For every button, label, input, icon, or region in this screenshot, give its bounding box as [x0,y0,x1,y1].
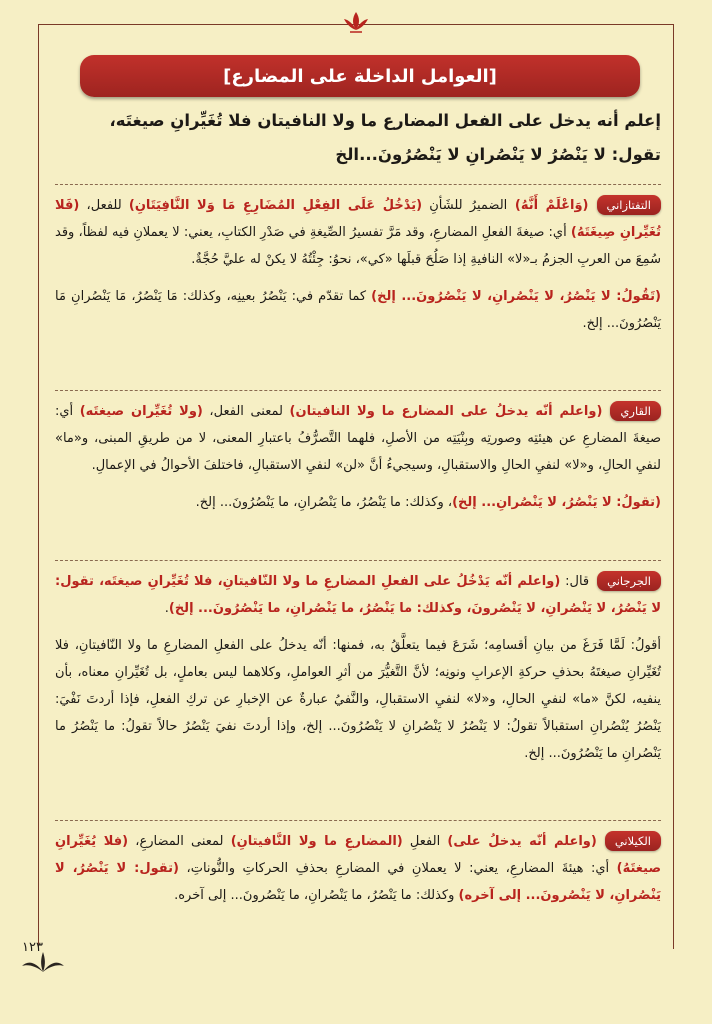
section-paragraph [55,398,661,479]
quoted-matn-text: (واعلم أنّه يدخلُ على) [447,834,597,849]
page-title: [العوامل الداخلة على المضارع] [223,65,497,87]
commentary-text: . [164,601,169,616]
quoted-matn-text: (المضارعِ ما ولا النَّافيتانِ) [230,834,403,849]
quoted-matn-text: (فلا يُغَيِّرانِ صيغتَهُ) [55,834,662,876]
section-paragraph [55,568,661,622]
leaf-ornament-icon [20,948,66,974]
intro-text: إعلم أنه يدخل على الفعل المضارع ما ولا النافيتان فلا تُغَيِّرانِ صيغتَه، تقول: لا يَنْصُرُ لا يَنْصُرانِ لا يَنْصُرُونَ...الخ [109,111,661,164]
section-body [55,192,661,337]
section-divider [55,184,661,185]
section-paragraph [55,632,661,767]
title-banner [80,55,640,97]
quoted-matn-text: (تَقُولُ: لا يَنْصُرُ، لا يَنْصُرانِ، لا يَنْصُرُونَ... إلخ) [371,289,661,304]
quoted-matn-text: (واعلم أنّه يدخلُ على المضارع ما ولا النافيتان) [289,404,603,419]
section-label: القاري [610,401,661,421]
section-jurjani [55,568,661,767]
commentary-text: قال: [560,574,590,589]
commentary-text: أي: صيغةَ المضارعِ عن هيئتِه وصورتِه وبِنْيَتِه من الأصلِ، فلهما التَّصرُّفُ باعتبارِ المعنى، لا من طريقِ المبنى، و«ما» لنفيِ الحالِ، و«لا» لنفيِ الحالِ والاستقبالِ، وسيجيءُ أنَّ «لن» لنفيِ الاستقبالِ، فاختلفَ الأحوالُ في الإعمالِ. [55,404,661,473]
commentary-text: وكذلك: ما يَنْصُرُ، ما يَنْصُرانِ، ما يَنْصُرونَ... إلى آخره. [174,888,459,903]
commentary-text: الفعلِ [402,834,448,849]
commentary-text: للفعل، [79,198,129,213]
section-divider [55,820,661,821]
commentary-text: الضميرُ للشَأنِ [422,198,508,213]
commentary-text: أي: هيئةَ المضارعِ، يعني: لا يعملانِ في المضارعِ بحذفِ الحركاتِ والنُّوناتِ، [178,861,617,876]
commentary-text: ، وكذلك: ما يَنْصُرُ، ما يَنْصُرانِ، ما يَنْصُرُونَ... إلخ. [195,495,453,510]
page-number: ١٢٣ [22,940,43,955]
quoted-matn-text: (يَدْخُلُ عَلَى الفِعْلِ المُضَارِعِ مَا وَلا النَّافِيَتَانِ) [128,198,423,213]
section-kilani [55,828,661,909]
commentary-text: أي: صيغةَ الفعلِ المضارعِ، وقد مَرَّ تفسيرُ الصِّيغةِ في صَدْرِ الكتابِ، يعني: لا يعملانِ فيه لفظاً، وقد سُمِعَ من العربِ الجزمُ بـ«لا» النافيةِ إذا صَلُحَ قبلَها «كي»، نحوُ: جِئْتُهُ لا يكنْ له عليَّ حُجَّةٌ. [55,225,661,267]
section-qari [55,398,661,516]
section-body [55,568,661,767]
quoted-matn-text: (وَاعْلَمْ أَنَّهُ) [507,198,589,213]
section-paragraph [55,192,661,273]
quoted-matn-text: (تقول: لا يَنْصُرُ، لا يَنْصُرانِ، لا يَنْصُرونَ... إلى آخره) [55,861,661,903]
section-divider [55,390,661,391]
commentary-text: لمعنى المضارعِ، [128,834,231,849]
commentary-text: كما تقدّم في: يَنْصُرُ بعينِه، وكذلك: مَا يَنْصُرُ، مَا يَنْصُرانِ مَا يَنْصُرُونَ... إلخ. [55,289,661,331]
section-body [55,398,661,516]
section-paragraph [55,283,661,337]
section-label: الجرجاني [597,571,661,591]
frame-left-line [38,24,39,949]
section-taftazani [55,192,661,337]
section-label: الكيلاني [605,831,661,851]
quoted-matn-text: (واعلم أنّه يَدْخُلُ على الفعلِ المضارعِ ما ولا النّافيتانِ، فلا تُغَيِّرانِ صيغتَه، تقول: لا يَنْصُرُ، لا يَنْصُرانِ، لا يَنْصُرونَ، وكذلك: ما يَنْصُرُ، ما يَنْصُرانِ، ما يَنْصُرُونَ... إلخ) [55,574,661,616]
section-body [55,828,661,909]
section-label: التفتازاني [597,195,662,215]
quoted-matn-text: (فَلا تُغَيِّرانِ صِيغَتَهُ) [55,198,662,240]
section-paragraph [55,828,661,909]
frame-right-line [673,24,674,949]
commentary-text: لمعنى الفعل، [202,404,290,419]
commentary-text: أقولُ: لَمَّا فَرَغَ من بيانِ أقسامِه؛ شَرَعَ فيما يتعلَّقُ به، فمنها: أنّه يدخلُ على الفعلِ المضارعِ ما ولا النّافيتانِ، فلا تُغَيِّرانِ صيغتَهُ بحذفِ حركةِ الإعرابِ ونونِه؛ لأنَّ التَّغيُّرَ من أثرِ العواملِ، وكلاهما ليس بعاملٍ، بل تُغَيِّرانِ معناه، بأن ينفيه، لكنَّ «ما» لنفيِ الحالِ، و«لا» لنفيِ الاستقبالِ، والنَّفيُ عبارةٌ عن الإخبارِ عن تركِ الفعلِ، فإذا أردتَ نَفْيَ: يَنْصُرُ يُنْصُرانِ استقبالاً تقولُ: لا يَنْصُرُ لا يَنْصُرانِ لا يَنْصُرُونَ... إلخ، وإذا أردتَ نفيَ يَنْصُرُ حالاً تقولُ: ما يَنْصُرُ ما يَنْصُرانِ ما يَنْصُرُونَ... إلخ. [55,638,661,761]
quoted-matn-text: (ولا تُغَيِّران صيغتَه) [79,404,203,419]
quoted-matn-text: (تقولُ: لا يَنْصُرُ، لا يَنْصُرانِ... إلخ) [452,495,661,510]
section-paragraph [55,489,661,516]
lotus-ornament-icon [342,10,370,38]
section-divider [55,560,661,561]
